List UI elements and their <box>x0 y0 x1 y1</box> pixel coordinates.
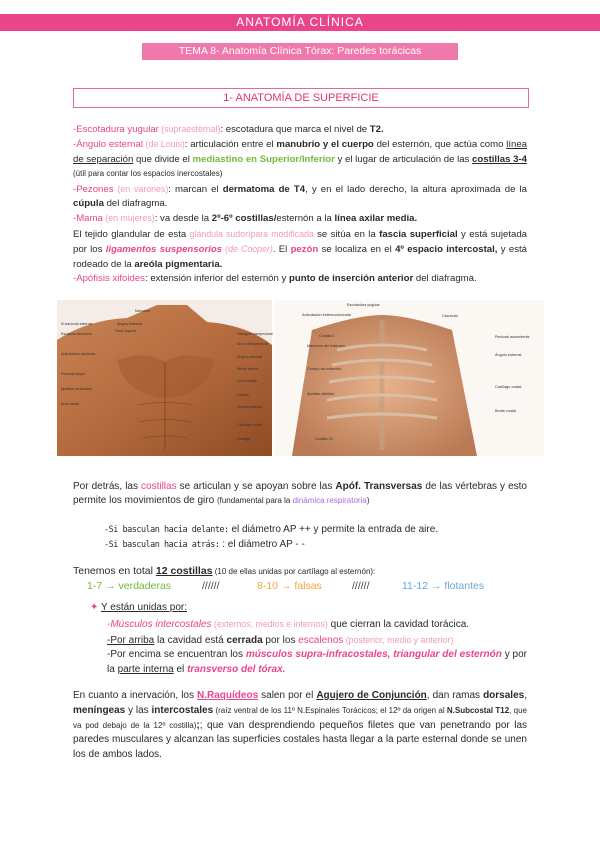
paragraph-yugular: -Escotadura yugular (supraesternal): escotadura que marca el nivel de T2. <box>73 124 384 135</box>
label-manubrio: Manubrio <box>135 309 150 313</box>
label-angulo2: Ángulo esternal <box>237 355 262 359</box>
topic-subtitle-text: TEMA 8- Anatomía Clínica Tórax: Paredes torácicas <box>178 45 422 57</box>
label-angulo: Ángulo esternal <box>117 322 142 326</box>
label-costilla: Costilla <box>237 393 249 397</box>
label-fosa: Fosa Yugular <box>115 329 137 333</box>
rib-true: 1-7 → verdaderas <box>87 580 172 592</box>
label-surco: Surco deltopectoral <box>237 342 268 346</box>
document-title-bar <box>0 14 600 31</box>
document-title: ANATOMÍA CLÍNICA <box>236 15 364 29</box>
thorax-figures <box>57 300 544 456</box>
paragraph-angulo: -Ángulo esternal (de Louis): articulación entre el manubrio y el cuerpo del esternón, que actúa como línea de separación que divide el mediastino en Superior/Inferior y el lugar de articulación de las costillas 3-4 (útil para contar los espacios inercostales) <box>73 139 528 179</box>
label-acromion: Escápula Acromion <box>61 332 92 336</box>
label-triangulo: Triángulo clavipectoral <box>237 332 273 336</box>
rib-separator-1: ////// <box>202 580 220 592</box>
label-coracoides: Apófisis coracoides <box>61 387 92 391</box>
label-xifoides: Apófisis xifoides <box>307 392 335 396</box>
rib-false: 8-10 → falsas <box>257 580 322 592</box>
topic-subtitle <box>142 43 458 60</box>
label-costilla10: Costilla 10 <box>315 437 333 441</box>
unidas-list <box>107 617 527 677</box>
label-clavicula-right: Clavícula <box>442 314 458 318</box>
paragraph-mama: -Mama (en mujeres): va desde la 2º-6º costillas/esternón a la línea axilar media. <box>73 213 418 225</box>
paragraph-tejido: El tejido glandular de esta glándula sudorípara modificada se sitúa en la fascia superficial y está sujetada por los ligamentos suspensorios (de Cooper). El pezón se localiza en el 4º espacio intercostal, y está rodeado de la areóla pigmentaria. <box>73 228 527 270</box>
section-heading <box>73 88 529 108</box>
rib-separator-2: ////// <box>352 580 370 592</box>
label-serrato: Serrato anterior <box>237 405 262 409</box>
label-arco: Arco costal <box>61 402 79 406</box>
label-cartilago-costal: Cartílago costal <box>495 385 522 389</box>
movement-notes <box>104 523 524 552</box>
label-art-esternoclavicular: Articulación esternoclavicular <box>302 313 352 317</box>
inervacion-paragraph: En cuanto a inervación, los N.Raquídeos salen por el Agujero de Conjunción, dan ramas dorsales, meníngeas y las intercostales (raíz ventral de los 11º N.Espinales Torácicos; el 12º da origen al N.Subcostal T12, que va pod debajo de la 12º costilla);; que van desprendiendo pequeños filetes que van penetrando por las paredes musculares y alcanzan las superficies costales hasta llegar a la parte esternal donde se unen los de ambos lados. <box>73 690 528 761</box>
rib-floating: 11-12 → flotantes <box>402 580 485 592</box>
label-pectoral: Pectoral mayor <box>61 372 86 376</box>
diamond-icon: ✦ <box>90 602 99 613</box>
label-costilla1: Costilla 1 <box>319 334 335 338</box>
ribs-paragraph: Por detrás, las costillas se articulan y se apoyan sobre las Apóf. Transversas de las vértebras y esto permite los movimientos de giro (fundamental para la dinámica respiratoria) <box>73 481 527 507</box>
rib-total: Tenemos en total 12 costillas (10 de ellas unidas por cartílago al esternón): <box>73 565 376 577</box>
label-escotadura: Escotadura yugular <box>347 303 380 307</box>
rib-classification <box>87 580 507 596</box>
female-thorax-photo <box>275 300 544 456</box>
move-backward: -Si basculan hacia atrás: : el diámetro AP - - <box>104 538 305 550</box>
label-clavicula: N.clavícula esternal <box>61 322 93 326</box>
label-manubrio-right: Manubrio del esternón <box>307 344 345 348</box>
paragraph-xifoides: -Apófisis xifoides: extensión inferior del esternón y punto de inserción anterior del diafragma. <box>73 273 477 285</box>
label-articulacion: Articulación clavicular <box>61 352 96 356</box>
label-ombligo: Ombligo <box>237 437 251 441</box>
label-cuerpo: Cuerpo del esternón <box>307 367 342 371</box>
paragraph-pezones: -Pezones (en varones): marcan el dermatoma de T4, y en el lado derecho, la altura aproximada de la cúpula del diafragma. <box>73 183 528 210</box>
label-angulo-est: Ángulo esternal <box>495 353 522 357</box>
label-borde-costal: Borde costal <box>495 409 517 413</box>
unidas-intercostales: -Músculos intercostales (externos, medios e internos) que cierran la cavidad torácica. <box>107 619 470 630</box>
unidas-encima: -Por encima se encuentran los músculos supra-infracostales, triangular del esternón y por la parte interna el transverso del tórax. <box>107 649 528 675</box>
label-cartilago: Cartílago costal <box>237 423 262 427</box>
label-borde: Borde inferior <box>237 367 259 371</box>
section-heading-text: 1- ANATOMÍA DE SUPERFICIE <box>223 92 379 104</box>
unidas-label: Y están unidas por: <box>101 602 187 613</box>
surface-anatomy-text <box>73 122 527 286</box>
label-pectoral-asc: Pectoral ascendente <box>495 335 530 339</box>
unidas-bullet <box>90 602 187 613</box>
label-linea: Línea media <box>237 379 257 383</box>
unidas-arriba: -Por arriba la cavidad está cerrada por los escalenos (posterior, medio y anterior) <box>107 634 454 646</box>
move-forward: -Si basculan hacia delante: el diámetro AP ++ y permite la entrada de aire. <box>104 524 439 535</box>
